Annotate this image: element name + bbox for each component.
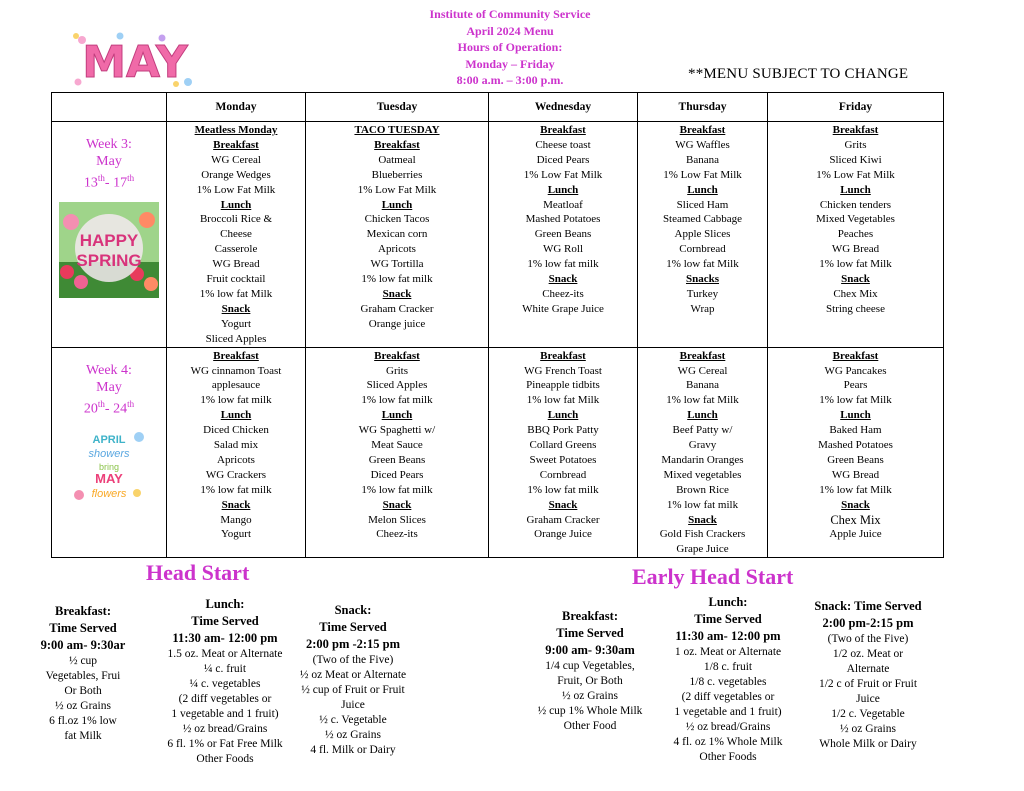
requirement-line: 1/4 cup Vegetables, (545, 660, 635, 672)
svg-text:APRIL: APRIL (92, 434, 126, 447)
early-head-start-title: Early Head Start (632, 564, 794, 589)
menu-item: Baked Ham (829, 424, 882, 437)
bold-line: 11:30 am- 12:00 pm (172, 631, 278, 645)
menu-item: Melon Slices (368, 513, 426, 526)
requirement-line: ½ c. Vegetable (319, 714, 387, 726)
requirement-line: (Two of the Five) (827, 633, 909, 645)
requirement-line: 1/2 c of Fruit or Fruit (818, 678, 918, 690)
menu-item: WG Cereal (677, 364, 728, 377)
menu-item: Banana (686, 153, 719, 166)
org-name: Institute of Community Service (429, 7, 591, 21)
menu-item: applesauce (211, 379, 261, 392)
requirement-line: 1 vegetable and 1 fruit) (171, 708, 279, 720)
week-range: 13th- 17th (83, 173, 135, 191)
requirement-line: ½ oz Grains (325, 729, 381, 741)
menu-item: 1% low fat milk (361, 394, 433, 407)
menu-cell (167, 347, 306, 558)
requirement-line: Other Foods (196, 753, 254, 765)
menu-item: 1% low fat milk (527, 258, 599, 271)
day-header-row (52, 93, 944, 122)
menu-title: April 2024 Menu (466, 23, 554, 38)
meal-heading: Breakfast (374, 138, 420, 151)
menu-item: Sliced Apples (205, 332, 267, 345)
bold-line: Lunch: (205, 597, 245, 611)
menu-item: 1% low fat Milk (666, 258, 739, 271)
menu-item: Mexican corn (366, 228, 428, 241)
svg-text:showers: showers (88, 448, 130, 461)
meal-heading: Snack (221, 498, 251, 511)
early-head-start-snack (798, 598, 938, 752)
requirement-line: 1/8 c. fruit (703, 661, 753, 673)
menu-item: BBQ Pork Patty (527, 424, 599, 437)
menu-item: Cheez-its (376, 528, 418, 541)
menu-item: 1% low fat Milk (819, 258, 892, 271)
requirement-line: ¼ c. fruit (203, 663, 247, 675)
menu-item: Blueberries (371, 168, 423, 181)
menu-item: 1% Low Fat Milk (357, 183, 437, 196)
menu-item: 1% Low Fat Milk (523, 168, 603, 181)
week-row (52, 122, 944, 348)
bold-line: Time Served (556, 626, 624, 640)
menu-item: 1% Low Fat Milk (663, 168, 742, 181)
requirement-line: 1/8 c. vegetables (689, 676, 767, 688)
menu-item: Turkey (686, 287, 719, 300)
menu-item: Orange Juice (534, 528, 592, 541)
requirement-line: 1/2 c. Vegetable (831, 708, 905, 720)
meal-heading: Breakfast (540, 349, 586, 362)
week-month: May (96, 154, 122, 169)
requirement-line: 1/2 oz. Meat or (832, 648, 904, 660)
head-start-breakfast (28, 603, 138, 744)
menu-item: Chicken tenders (819, 198, 892, 211)
menu-item: 1% low fat Milk (199, 287, 273, 300)
requirement-line: ½ cup 1% Whole Milk (537, 705, 643, 717)
requirement-line: 4 fl. Milk or Dairy (310, 744, 396, 756)
menu-items (489, 122, 637, 317)
menu-item: Beef Patty w/ (672, 424, 733, 437)
meal-heading: Snack (548, 273, 578, 286)
week-range: 20th- 24th (83, 398, 135, 417)
may-logo-text: MAY (82, 37, 188, 88)
requirement-line: Whole Milk or Dairy (819, 738, 917, 750)
menu-item: Cheese toast (535, 138, 591, 151)
menu-item: Grits (844, 138, 867, 151)
requirement-line: Other Food (563, 720, 617, 732)
menu-item: Sliced Apples (366, 379, 428, 392)
happy-spring-image (59, 202, 159, 298)
requirement-line: 1.5 oz. Meat or Alternate (167, 648, 283, 660)
meal-heading: Lunch (687, 183, 718, 196)
menu-item: Salad mix (213, 439, 259, 452)
menu-item: Broccoli Rice & (199, 213, 273, 226)
menu-cell (306, 347, 489, 558)
requirement-line: fat Milk (64, 730, 102, 742)
meal-heading: Snack (221, 302, 251, 315)
requirement-line: ½ oz Grains (562, 690, 618, 702)
menu-item: 1% low fat milk (527, 483, 599, 496)
menu-item: Chex Mix (830, 512, 881, 527)
menu-item: Pears (843, 379, 868, 392)
requirement-line: Vegetables, Frui (45, 670, 121, 682)
menu-item: Mixed Vegetables (816, 213, 895, 226)
menu-items (306, 122, 488, 332)
menu-item: 1% low fat milk (200, 394, 272, 407)
menu-item: Green Beans (368, 453, 426, 466)
week-label: Week 3: (86, 137, 132, 152)
menu-item: 1% low fat Milk (666, 394, 739, 407)
menu-cell (768, 347, 944, 558)
happy-spring-text: HAPPY (79, 230, 139, 250)
requirement-line: Juice (341, 699, 365, 711)
requirement-line: Or Both (64, 685, 102, 697)
menu-item: Orange juice (368, 317, 426, 330)
week-label-cell (52, 122, 167, 348)
meal-heading: Breakfast (540, 124, 586, 136)
menu-item: WG Roll (542, 243, 584, 256)
bold-line: Breakfast: (561, 609, 618, 623)
meal-heading: Snack (841, 498, 870, 511)
menu-item: WG French Toast (524, 364, 602, 377)
bold-line: Time Served (49, 621, 117, 635)
bold-line: TACO TUESDAY (354, 124, 440, 136)
menu-item: Apple Juice (829, 528, 882, 541)
menu-item: WG cinnamon Toast (190, 364, 282, 377)
menu-item: WG Bread (831, 468, 880, 481)
menu-item: Cornbread (539, 468, 587, 481)
day-header: Tuesday (306, 93, 489, 122)
menu-items (167, 122, 305, 347)
menu-item: Yogurt (220, 528, 252, 541)
bold-line: 11:30 am- 12:00 pm (675, 629, 781, 643)
menu-cell (489, 347, 638, 558)
bold-line: 2:00 pm -2:15 pm (305, 637, 401, 651)
menu-item: Diced Pears (370, 468, 424, 481)
requirement-line: (Two of the Five) (312, 654, 394, 666)
requirement-line: 4 fl. oz 1% Whole Milk (673, 736, 783, 748)
menu-item: Mango (220, 513, 252, 526)
header-info (380, 6, 640, 89)
menu-items (167, 348, 305, 543)
menu-item: 1% low fat Milk (819, 483, 892, 496)
menu-item: Peaches (837, 228, 874, 241)
requirement-line: Fruit, Or Both (557, 675, 623, 687)
requirement-line: ¼ c. vegetables (189, 678, 261, 690)
menu-item: Cheese (220, 228, 252, 241)
bold-line: 9:00 am- 9:30am (545, 643, 635, 657)
menu-item: WG Waffles (675, 138, 730, 151)
menu-cell (768, 122, 944, 348)
day-header: Monday (167, 93, 306, 122)
menu-item: Sliced Kiwi (829, 153, 882, 166)
bold-line: 2:00 pm-2:15 pm (822, 616, 914, 630)
menu-change-note: **MENU SUBJECT TO CHANGE (688, 66, 909, 82)
requirement-line: ½ oz Grains (840, 723, 896, 735)
meal-heading: Lunch (547, 409, 579, 422)
menu-item: Mandarin Oranges (661, 453, 744, 466)
menu-item: String cheese (826, 302, 885, 315)
meal-heading: Snack (548, 498, 578, 511)
menu-items (768, 122, 943, 317)
menu-item: Brown Rice (676, 483, 729, 496)
day-header: Thursday (638, 93, 768, 122)
menu-item: 1% Low Fat Milk (816, 168, 895, 181)
menu-items (768, 348, 943, 543)
menu-item: Cheez-its (542, 287, 584, 300)
bold-line: 9:00 am- 9:30ar (40, 638, 126, 652)
menu-item: Mashed Potatoes (818, 439, 893, 452)
menu-item: 1% low fat Milk (526, 394, 600, 407)
head-start-lunch (140, 596, 310, 767)
early-head-start-breakfast (520, 608, 660, 734)
menu-item: Steamed Cabbage (662, 213, 743, 226)
bold-line: Time Served (694, 612, 762, 626)
requirement-line: (2 diff vegetables or (178, 693, 272, 705)
menu-item: Chex Mix (833, 287, 878, 300)
week-month: May (96, 379, 122, 395)
menu-item: Diced Chicken (203, 424, 269, 437)
menu-item: Green Beans (534, 228, 592, 241)
bold-line: Breakfast: (54, 604, 111, 618)
meal-heading: Lunch (687, 409, 718, 422)
menu-item: WG Pancakes (824, 364, 887, 377)
may-logo (70, 28, 200, 90)
head-start-title: Head Start (146, 560, 250, 585)
menu-item: Graham Cracker (360, 302, 434, 315)
menu-item: Mashed Potatoes (525, 213, 601, 226)
meal-heading: Breakfast (679, 349, 726, 362)
meal-heading: Breakfast (832, 124, 879, 136)
day-header: Wednesday (489, 93, 638, 122)
april-showers-image (71, 427, 147, 503)
menu-item: Meat Sauce (371, 439, 423, 452)
svg-text:flowers: flowers (91, 488, 127, 501)
menu-item: 1% low fat milk (200, 483, 272, 496)
menu-item: Green Beans (827, 453, 884, 466)
menu-item: Grits (386, 364, 408, 377)
operating-hours: 8:00 a.m. – 3:00 p.m. (456, 73, 564, 87)
menu-cell (489, 122, 638, 348)
week-label: Week 4: (86, 362, 132, 378)
menu-cell (167, 122, 306, 348)
corner-cell (52, 93, 167, 122)
menu-item: WG Tortilla (370, 258, 424, 271)
menu-item: Collard Greens (529, 439, 597, 452)
hours-label: Hours of Operation: (457, 40, 563, 54)
menu-item: Oatmeal (378, 153, 416, 166)
menu-item: WG Bread (831, 243, 880, 256)
menu-item: Apricots (378, 243, 416, 256)
menu-cell (306, 122, 489, 348)
menu-item: Meatloaf (543, 198, 583, 211)
menu-item: Pineapple tidbits (526, 379, 600, 392)
menu-item: Fruit cocktail (206, 273, 266, 286)
menu-items (638, 348, 767, 558)
menu-items (638, 122, 767, 317)
meal-heading: Breakfast (374, 349, 420, 362)
meal-heading: Breakfast (832, 349, 879, 362)
meal-heading: Lunch (840, 183, 871, 196)
requirement-line: 6 fl. 1% or Fat Free Milk (167, 738, 283, 750)
day-header: Friday (768, 93, 944, 122)
meal-heading: Snack (382, 498, 412, 511)
menu-item: 1% low fat milk (666, 498, 739, 511)
menu-item: Apple Slices (674, 228, 731, 241)
meal-heading: Breakfast (679, 124, 726, 136)
bold-line: Meatless Monday (194, 124, 278, 136)
menu-items (489, 348, 637, 543)
menu-item: White Grape Juice (522, 302, 604, 315)
bold-line: Time Served (191, 614, 259, 628)
menu-item: 1% Low Fat Milk (196, 183, 276, 196)
meal-heading: Lunch (381, 409, 413, 422)
menu-item: Mixed vegetables (663, 468, 742, 481)
menu-item: Gold Fish Crackers (659, 528, 746, 541)
meal-heading: Lunch (547, 183, 579, 196)
menu-item: Sweet Potatoes (529, 453, 597, 466)
requirement-line: ½ cup (68, 655, 98, 667)
bold-line: Time Served (319, 620, 387, 634)
menu-item: WG Crackers (205, 468, 267, 481)
menu-item: Grape Juice (676, 543, 729, 556)
requirement-line: Juice (856, 693, 880, 705)
requirement-line: ½ oz bread/Grains (685, 721, 771, 733)
requirement-line: Other Foods (699, 751, 757, 763)
meal-heading: Lunch (220, 198, 252, 211)
menu-item: Gravy (688, 439, 717, 452)
requirement-line: ½ oz Grains (55, 700, 111, 712)
requirement-line: ½ oz Meat or Alternate (299, 669, 407, 681)
meal-heading: Breakfast (213, 349, 259, 362)
head-start-snack (288, 602, 418, 758)
menu-item: Yogurt (220, 317, 252, 330)
week-label-cell (52, 347, 167, 558)
meal-heading: Lunch (220, 409, 252, 422)
meal-heading: Snack (688, 513, 717, 526)
svg-text:SPRING: SPRING (76, 250, 142, 270)
bold-line: Lunch: (708, 595, 748, 609)
bold-line: Snack: (334, 603, 372, 617)
requirement-line: 1 vegetable and 1 fruit) (674, 706, 782, 718)
menu-item: Apricots (217, 453, 255, 466)
menu-item: 1% low fat milk (361, 273, 433, 286)
menu-item: 1% low fat Milk (819, 394, 892, 407)
meal-heading: Snack (382, 287, 412, 300)
operating-days: Monday – Friday (465, 56, 555, 71)
menu-item: Cornbread (679, 243, 726, 256)
menu-cell (638, 122, 768, 348)
requirement-line: ½ oz bread/Grains (182, 723, 268, 735)
menu-item: WG Cereal (211, 153, 261, 166)
requirement-line: Alternate (846, 663, 890, 675)
meal-heading: Lunch (381, 198, 413, 211)
requirement-line: 6 fl.oz 1% low (49, 715, 117, 727)
requirement-line: ½ cup of Fruit or Fruit (301, 684, 405, 696)
meal-heading: Snacks (685, 273, 720, 286)
menu-item: Diced Pears (536, 153, 590, 166)
bold-line: Snack: Time Served (814, 599, 922, 613)
menu-item: Orange Wedges (201, 168, 271, 181)
meal-heading: Snack (841, 273, 870, 286)
menu-table (51, 92, 944, 558)
svg-text:bring: bring (98, 462, 120, 473)
menu-items (306, 348, 488, 543)
week-row (52, 347, 944, 558)
requirement-line: 1 oz. Meat or Alternate (674, 646, 782, 658)
menu-item: 1% low fat milk (361, 483, 433, 496)
early-head-start-lunch (656, 594, 800, 765)
requirement-line: (2 diff vegetables or (681, 691, 775, 703)
menu-item: Sliced Ham (676, 198, 729, 211)
menu-item: Graham Cracker (526, 513, 600, 526)
menu-item: Casserole (214, 243, 258, 256)
menu-item: WG Bread (212, 258, 260, 271)
meal-heading: Lunch (840, 409, 871, 422)
menu-item: WG Spaghetti w/ (358, 424, 436, 437)
meal-heading: Breakfast (213, 138, 259, 151)
menu-item: Chicken Tacos (364, 213, 430, 226)
menu-cell (638, 347, 768, 558)
menu-item: Banana (686, 379, 719, 392)
svg-text:MAY: MAY (95, 471, 123, 487)
menu-item: Wrap (690, 302, 715, 315)
